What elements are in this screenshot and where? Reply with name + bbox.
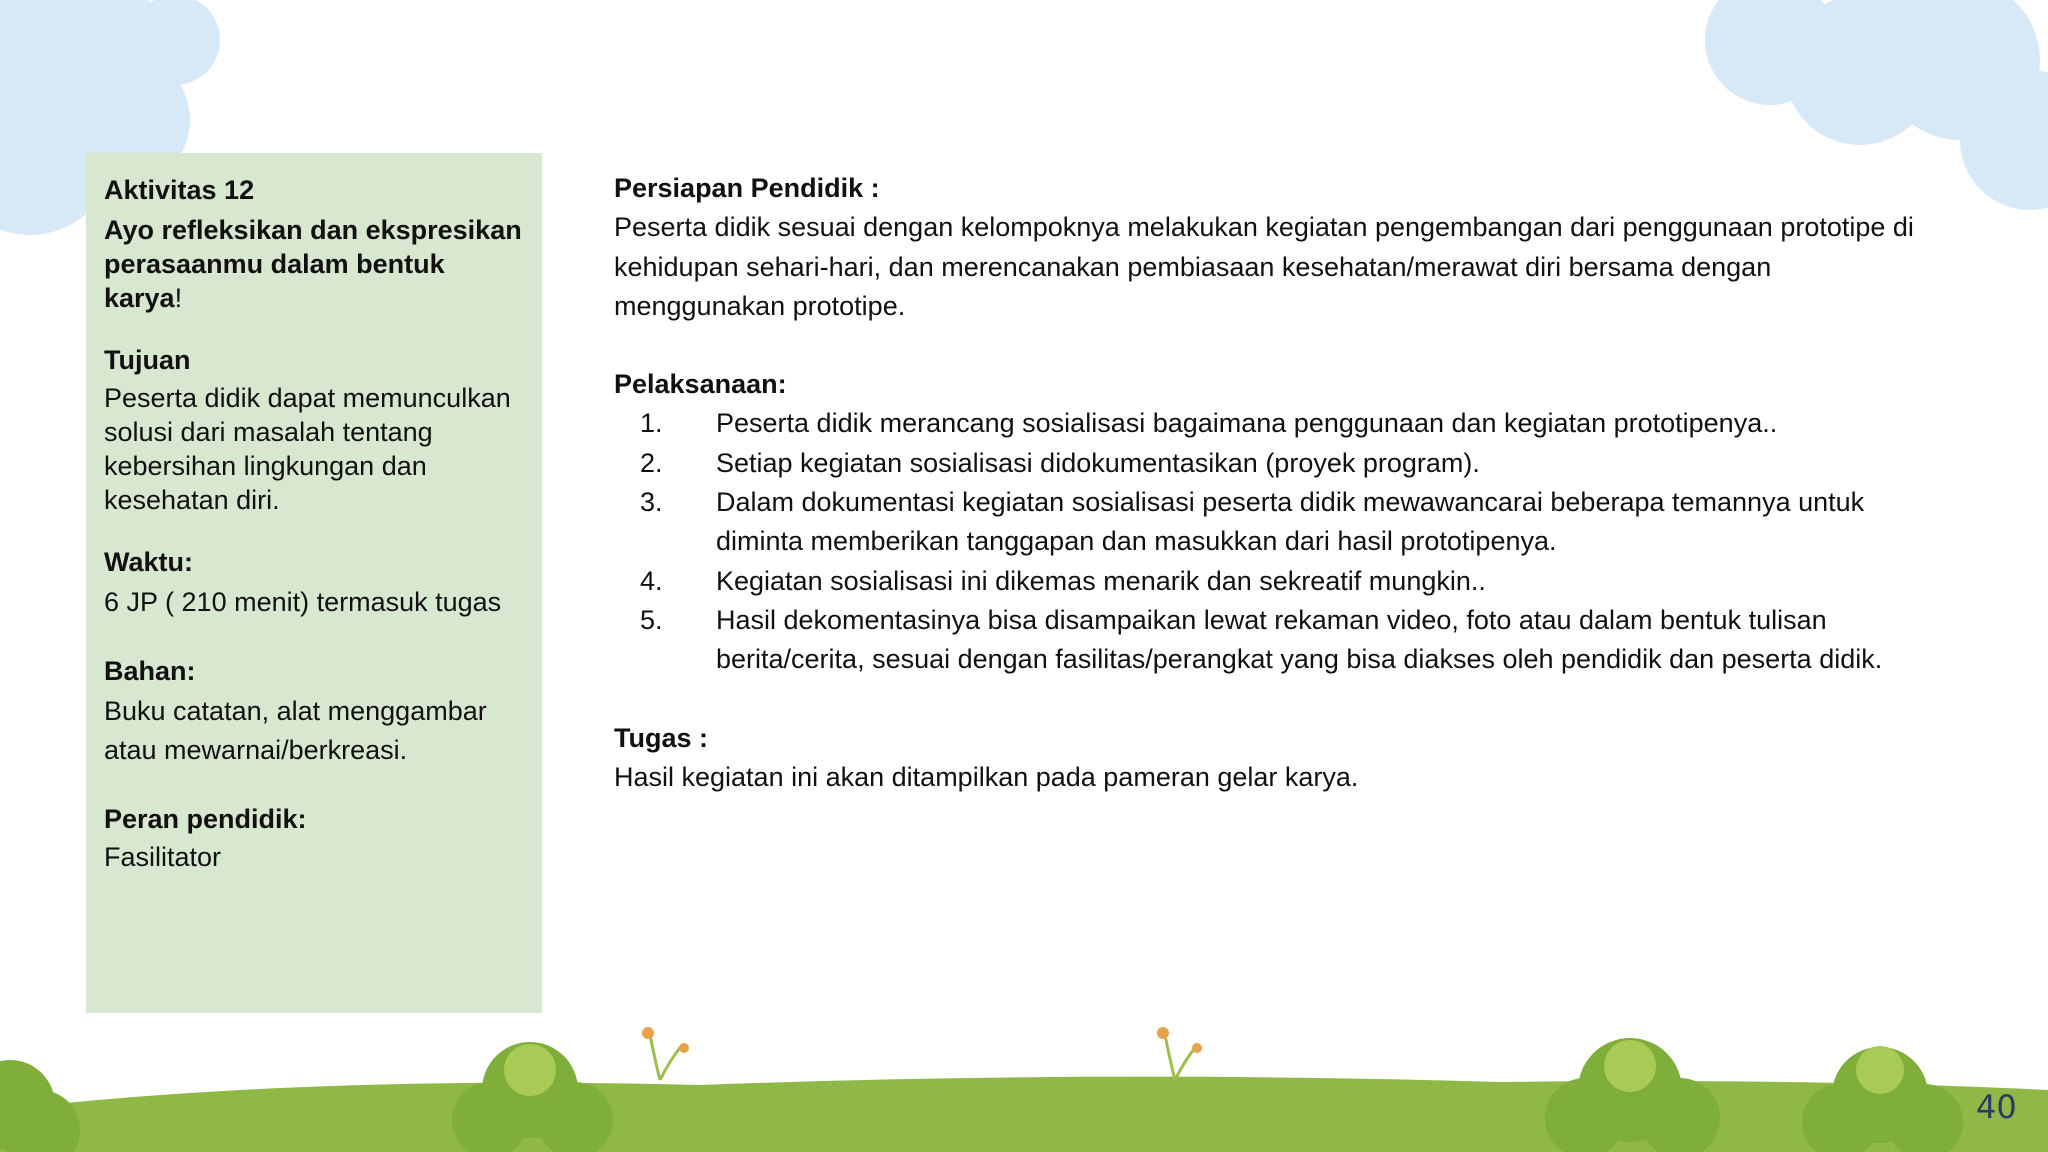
step-number: 2.: [640, 447, 663, 478]
flower-left: [650, 1035, 682, 1080]
activity-prompt-suffix: !: [174, 283, 183, 313]
time-section: [104, 545, 522, 622]
role-section: [104, 802, 522, 874]
implementation-steps: [614, 404, 1914, 679]
task-heading: Tugas :: [614, 722, 708, 753]
main-content: [614, 169, 1914, 797]
goal-heading: Tujuan: [104, 345, 191, 375]
activity-prompt-bold: Ayo refleksikan dan ekspresikan perasaanmu dalam bentuk karya: [104, 215, 522, 313]
grass-ground: [0, 1077, 2048, 1152]
step-number: 5.: [640, 604, 663, 635]
step-item: [614, 562, 1914, 601]
page-number: 40: [1976, 1088, 2017, 1126]
role-text: Fasilitator: [104, 842, 222, 872]
implementation-heading: Pelaksanaan:: [614, 369, 787, 400]
time-text: 6 JP ( 210 menit) termasuk tugas: [104, 587, 502, 617]
activity-title: Aktivitas 12: [104, 175, 255, 205]
bush-left: [0, 1060, 80, 1152]
step-number: 1.: [640, 408, 663, 439]
step-item: [614, 483, 1914, 562]
step-item: [614, 404, 1914, 443]
goal-text: Peserta didik dapat memunculkan solusi dari masalah tentang kebersihan lingkungan dan kesehatan diri.: [104, 383, 511, 515]
step-item: [614, 444, 1914, 483]
activity-info-panel: [86, 153, 542, 1013]
step-text: Kegiatan sosialisasi ini dikemas menarik dan sekreatif mungkin..: [716, 565, 1486, 596]
step-text: Peserta didik merancang sosialisasi bagaimana penggunaan dan kegiatan prototipenya..: [716, 408, 1778, 439]
step-text: Setiap kegiatan sosialisasi didokumentasikan (proyek program).: [716, 447, 1480, 478]
bush-center-left: [452, 1042, 613, 1152]
materials-text: Buku catatan, alat menggambar atau mewarnai/berkreasi.: [104, 696, 487, 765]
materials-heading: Bahan:: [104, 656, 196, 686]
time-heading: Waktu:: [104, 547, 193, 577]
step-number: 3.: [640, 487, 663, 518]
step-text: Dalam dokumentasi kegiatan sosialisasi peserta didik mewawancarai beberapa temannya untuk diminta memberikan tanggapan dan masukkan dari hasil prototipenya.: [716, 487, 1865, 557]
step-item: [614, 601, 1914, 680]
bush-center-right: [1545, 1038, 1720, 1152]
step-number: 4.: [640, 565, 663, 596]
bush-right: [1802, 1046, 1963, 1152]
role-heading: Peran pendidik:: [104, 804, 307, 834]
prep-text: Peserta didik sesuai dengan kelompoknya melakukan kegiatan pengembangan dari penggunaan prototipe di kehidupan sehari-hari, dan merencanakan pembiasaan kesehatan/merawat diri bersama dengan menggunakan prototipe.: [614, 212, 1914, 321]
step-text: Hasil dekomentasinya bisa disampaikan lewat rekaman video, foto atau dalam bentuk tulisan berita/cerita, sesuai dengan fasilitas/perangkat yang bisa diakses oleh pendidik dan peserta didik.: [716, 604, 1883, 675]
task-text: Hasil kegiatan ini akan ditampilkan pada pameran gelar karya.: [614, 761, 1359, 792]
materials-section: [104, 654, 522, 770]
prep-heading: Persiapan Pendidik :: [614, 173, 880, 203]
activity-prompt: [104, 213, 522, 315]
flower-center: [1165, 1035, 1195, 1080]
goal-section: [104, 343, 522, 517]
